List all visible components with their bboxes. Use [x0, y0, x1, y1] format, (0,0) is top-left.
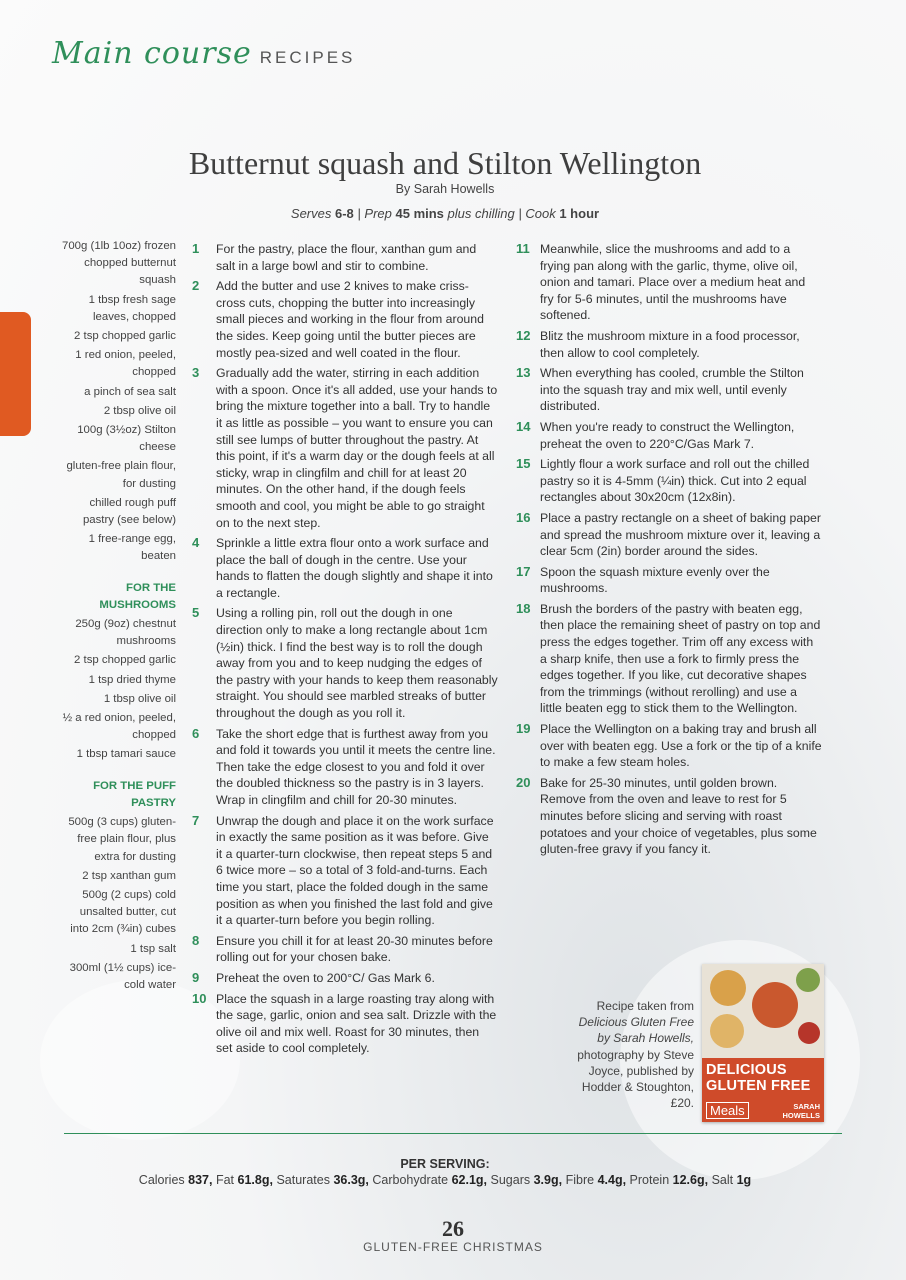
ingredient-item: 1 tbsp olive oil	[103, 692, 176, 705]
ingredient-item: a pinch of sea salt	[84, 385, 176, 398]
recipe-byline: By Sarah Howells	[395, 182, 495, 196]
nutrition-label: Salt	[711, 1173, 734, 1187]
book-cover-subtitle: Meals	[706, 1102, 749, 1119]
step-text: Meanwhile, slice the mushrooms and add to a frying pan along with the garlic, thyme, olive oil, onion and tamari. Place over a medium heat and fry for 5-6 minutes, until the mushrooms have softened.	[540, 242, 806, 323]
method-step	[192, 991, 498, 1057]
method-step	[516, 241, 822, 324]
mushrooms-heading: FOR THE MUSHROOMS	[99, 581, 176, 611]
step-text: Lightly flour a work surface and roll out the chilled pastry so it is 4-5mm (¼in) thick. Cut into 2 equal rectangles about 30x20cm (12x8in).	[540, 457, 810, 505]
nutrition-label: Calories	[138, 1173, 185, 1187]
ingredient-item: 500g (3 cups) gluten-free plain flour, plus extra for dusting	[68, 816, 176, 863]
step-text: For the pastry, place the flour, xanthan gum and salt in a large bowl and stir to combine.	[216, 242, 477, 273]
ingredient-item: gluten-free plain flour, for dusting	[66, 460, 176, 490]
ingredient-item: 1 tbsp fresh sage leaves, chopped	[88, 293, 176, 323]
step-text: Place the squash in a large roasting tray along with the sage, garlic, onion and sea salt. Drizzle with the olive oil and mix well. Roast for 30 minutes, then set aside to cool completely.	[216, 991, 497, 1056]
step-number: 14	[516, 418, 531, 434]
step-text: Brush the borders of the pastry with beaten egg, then place the remaining sheet of pastry on top and press the edges together. Trim off any excess with a sharp knife, then use a fork to firmly press the edges together. If you like, cut decorative shapes from the trimmings (without rerolling) and use a little beaten egg to stick them to the Wellington.	[540, 601, 821, 716]
step-text: Add the butter and use 2 knives to make criss-cross cuts, chopping the butter into increasingly small pieces and working in the flour from around the sides. Keep going until the butter pieces are mostly pea-sized and well coated in the flour.	[216, 279, 484, 360]
section-header	[52, 36, 355, 71]
method-step	[192, 813, 498, 929]
nutrition-value: 3.9g,	[533, 1173, 563, 1187]
book-cover-photo	[702, 964, 824, 1058]
method-step	[516, 775, 822, 858]
method-step	[516, 419, 822, 452]
ingredient-item: 2 tbsp olive oil	[103, 404, 176, 417]
section-label: RECIPES	[259, 48, 356, 67]
step-text: Blitz the mushroom mixture in a food processor, then allow to cool completely.	[540, 328, 800, 360]
method-step	[192, 933, 498, 966]
section-tab	[0, 312, 31, 436]
ingredient-item: 100g (3½oz) Stilton cheese	[77, 424, 176, 454]
book-cover-author: SARAH HOWELLS	[782, 1102, 820, 1120]
method-column-1	[192, 241, 498, 1061]
nutrition-value: 62.1g,	[451, 1173, 488, 1187]
ingredient-item: 1 red onion, peeled, chopped	[75, 349, 176, 379]
recipe-meta: Serves 6-8 | Prep 45 mins plus chilling | Cook 1 hour	[290, 206, 600, 221]
method-step	[516, 510, 822, 560]
nutrition-label: Saturates	[276, 1173, 330, 1187]
nutrition-value: 837,	[188, 1173, 213, 1187]
step-number: 20	[516, 774, 531, 790]
ingredient-item: 2 tsp chopped garlic	[74, 654, 176, 667]
step-number: 12	[516, 327, 531, 343]
step-number: 9	[192, 969, 200, 985]
book-cover-title: DELICIOUS GLUTEN FREE	[706, 1062, 811, 1094]
ingredient-item: ½ a red onion, peeled, chopped	[62, 712, 176, 742]
step-number: 16	[516, 509, 531, 525]
method-step	[516, 365, 822, 415]
ingredient-item: 1 free-range egg, beaten	[88, 533, 176, 563]
step-text: Place a pastry rectangle on a sheet of baking paper and spread the mushroom mixture over it, leaving a clear 5cm (2in) border around the sides.	[540, 510, 821, 559]
nutrition-value: 61.8g,	[237, 1173, 273, 1187]
nutrition-info	[0, 1173, 890, 1187]
step-number: 8	[192, 932, 200, 948]
pastry-heading: FOR THE PUFF PASTRY	[93, 779, 176, 809]
step-number: 13	[516, 365, 531, 381]
step-text: Sprinkle a little extra flour onto a work surface and place the ball of dough in the centre. Use your hands to flatten the dough slightly and shape it into a rectangle.	[216, 536, 493, 600]
step-text: Place the Wellington on a baking tray and brush all over with beaten egg. Use a fork or the tip of a knife to make a few steam holes.	[540, 722, 822, 770]
recipe-title: Butternut squash and Stilton Wellington	[188, 145, 702, 181]
step-number: 2	[192, 278, 200, 294]
method-step	[516, 721, 822, 771]
step-number: 11	[516, 241, 530, 256]
method-step	[516, 456, 822, 506]
ingredient-item: 300ml (1½ cups) ice-cold water	[69, 961, 176, 991]
nutrition-value: 1g	[736, 1173, 752, 1187]
book-cover-image	[702, 964, 824, 1122]
ingredient-item: 1 tsp dried thyme	[88, 673, 176, 686]
nutrition-value: 4.4g,	[597, 1173, 627, 1187]
ingredient-item: 500g (2 cups) cold unsalted butter, cut into 2cm (¾in) cubes	[70, 888, 176, 936]
ingredient-item: chilled rough puff pastry (see below)	[82, 496, 176, 527]
step-text: Unwrap the dough and place it on the work surface in exactly the same position as it was before. Give it a quarter-turn clockwise, then repeat steps 5 and 6 twice more – so a total of 3 fold-and-turns. Each time you start, place the folded dough in the same position as when you finished the last fold and give it a quarter-turn before you begin rolling.	[216, 813, 494, 928]
ingredient-item: 2 tsp xanthan gum	[82, 869, 176, 882]
nutrition-value: 36.3g,	[333, 1173, 369, 1187]
step-number: 5	[192, 605, 200, 621]
method-step	[192, 970, 498, 987]
step-text: Take the short edge that is furthest away from you and fold it towards you until it meets the centre line. Then take the edge closest to you and fold it over the doubled thickness so the pastry is in 3 layers. Wrap in clingfilm and chill for 20-30 minutes.	[216, 726, 496, 807]
nutrition-label: Fibre	[565, 1173, 595, 1187]
step-number: 1	[192, 241, 200, 256]
method-step	[192, 726, 498, 809]
method-step	[192, 241, 498, 274]
step-text: Using a rolling pin, roll out the dough in one direction only to make a long rectangle about 1cm (½in) thick. I find the best way is to roll the dough away from you and to keep nudging the edges of the pastry with your hands to keep them reasonably straight. You should see marbled streaks of butter throughout the dough as you roll it.	[216, 606, 498, 721]
section-script-title: Main course	[52, 36, 252, 71]
step-number: 6	[192, 725, 200, 741]
step-number: 18	[516, 600, 531, 616]
method-step	[192, 605, 498, 721]
step-text: Bake for 25-30 minutes, until golden brown. Remove from the oven and leave to rest for 5 minutes before slicing and serving with roast potatoes and your choice of vegetables, plus some gluten-free gravy if you fancy it.	[540, 775, 817, 857]
step-text: Gradually add the water, stirring in each addition with a spoon. Once it's all added, use your hands to bring the mixture together into a ball. Try to handle it as little as possible – you want to ensure you can still see lumps of butter throughout the pastry. At this point, if it's a warm day or the dough feels at all sticky, wrap in clingfilm and chill for at least 20 minutes. On the other hand, if the dough feels smooth and cool, you might be able to go straight on to the next step.	[216, 366, 498, 530]
method-step	[516, 564, 822, 597]
nutrition-label: Sugars	[490, 1173, 531, 1187]
nutrition-heading: PER SERVING:	[400, 1157, 490, 1171]
nutrition-label: Carbohydrate	[372, 1173, 449, 1187]
method-step	[192, 365, 498, 531]
divider	[64, 1133, 842, 1134]
nutrition-label: Protein	[629, 1173, 670, 1187]
step-number: 3	[192, 365, 200, 381]
step-number: 10	[192, 990, 207, 1006]
step-text: Ensure you chill it for at least 20-30 minutes before rolling out for your chosen bake.	[216, 933, 493, 965]
method-step	[516, 601, 822, 717]
ingredient-item: 2 tsp chopped garlic	[74, 330, 176, 343]
step-text: Spoon the squash mixture evenly over the mushrooms.	[540, 564, 770, 596]
step-number: 17	[516, 563, 531, 579]
page-number: 26	[442, 1216, 464, 1241]
ingredient-item: 1 tbsp tamari sauce	[76, 748, 176, 761]
method-step	[192, 535, 498, 601]
step-text: Preheat the oven to 200°C/ Gas Mark 6.	[216, 970, 435, 985]
book-credit: Recipe taken from Delicious Gluten Free by Sarah Howells, photography by Steve Joyce, published by Hodder & Stoughton, £20.	[577, 999, 694, 1111]
ingredients-list	[60, 238, 176, 996]
step-number: 19	[516, 721, 531, 737]
step-number: 4	[192, 535, 200, 551]
step-number: 15	[516, 456, 531, 472]
method-column-2	[516, 241, 822, 862]
step-text: When everything has cooled, crumble the Stilton into the squash tray and mix well, until evenly distributed.	[540, 366, 804, 414]
ingredient-item: 700g (1lb 10oz) frozen chopped butternut squash	[62, 240, 176, 287]
method-step	[192, 278, 498, 361]
ingredient-item: 1 tsp salt	[130, 942, 176, 955]
nutrition-label: Fat	[215, 1173, 235, 1187]
method-step	[516, 328, 822, 361]
step-text: When you're ready to construct the Wellington, preheat the oven to 220°C/Gas Mark 7.	[540, 419, 795, 451]
step-number: 7	[192, 812, 200, 828]
publication-name: GLUTEN-FREE CHRISTMAS	[363, 1240, 543, 1254]
nutrition-value: 12.6g,	[672, 1173, 709, 1187]
ingredient-item: 250g (9oz) chestnut mushrooms	[75, 618, 176, 648]
